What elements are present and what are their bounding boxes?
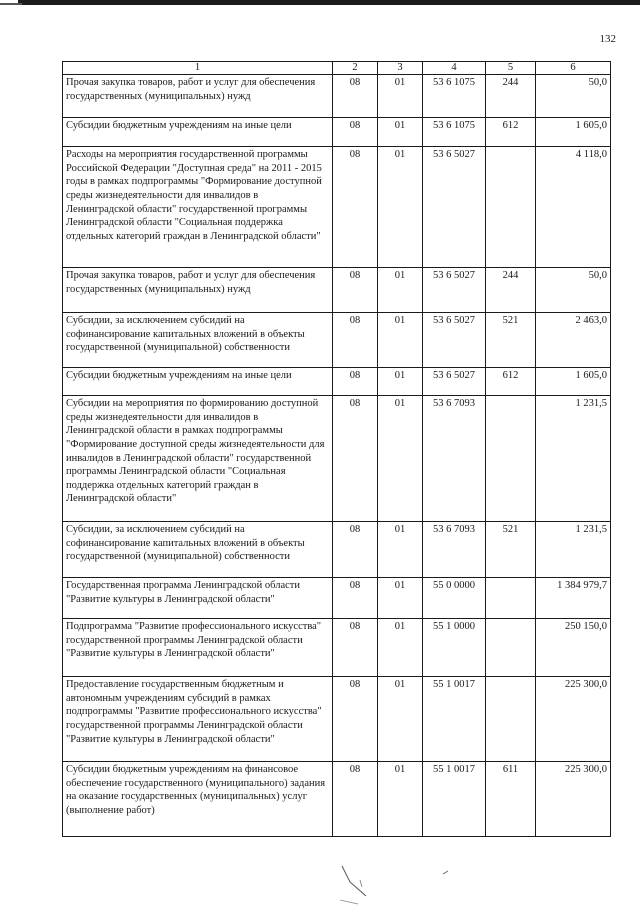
row-expense-type: 521 xyxy=(486,522,536,578)
table-row xyxy=(63,578,611,619)
pen-mark xyxy=(340,860,470,905)
row-section: 08 xyxy=(333,147,378,268)
row-section: 08 xyxy=(333,118,378,147)
row-subsection: 01 xyxy=(378,75,423,118)
row-amount: 50,0 xyxy=(536,75,611,118)
row-expense-type: 612 xyxy=(486,118,536,147)
row-name: Подпрограмма "Развитие профессионального искусства" государственной программы Ленинградской области "Развитие культуры в Ленинградской области" xyxy=(63,619,333,677)
row-section: 08 xyxy=(333,268,378,313)
row-amount: 50,0 xyxy=(536,268,611,313)
table-row xyxy=(63,368,611,396)
row-subsection: 01 xyxy=(378,578,423,619)
row-amount: 1 605,0 xyxy=(536,368,611,396)
row-section: 08 xyxy=(333,677,378,762)
row-amount: 1 384 979,7 xyxy=(536,578,611,619)
table-row xyxy=(63,396,611,522)
row-subsection: 01 xyxy=(378,396,423,522)
row-amount: 2 463,0 xyxy=(536,313,611,368)
row-target-code: 53 6 5027 xyxy=(423,368,486,396)
row-name: Прочая закупка товаров, работ и услуг для обеспечения государственных (муниципальных) нужд xyxy=(63,75,333,118)
header-col-2: 2 xyxy=(333,62,378,75)
header-col-4: 4 xyxy=(423,62,486,75)
row-target-code: 53 6 5027 xyxy=(423,268,486,313)
row-expense-type xyxy=(486,578,536,619)
top-border-line-left xyxy=(0,3,22,5)
header-col-6: 6 xyxy=(536,62,611,75)
table-row xyxy=(63,762,611,837)
row-target-code: 53 6 7093 xyxy=(423,522,486,578)
row-expense-type: 612 xyxy=(486,368,536,396)
table-row xyxy=(63,619,611,677)
header-col-1: 1 xyxy=(63,62,333,75)
row-name: Субсидии бюджетным учреждениям на иные цели xyxy=(63,118,333,147)
row-amount: 225 300,0 xyxy=(536,677,611,762)
row-subsection: 01 xyxy=(378,147,423,268)
row-section: 08 xyxy=(333,578,378,619)
row-name: Субсидии бюджетным учреждениям на финансовое обеспечение государственного (муниципального) задания на оказание государственных (муниципальных) услуг (выполнение работ) xyxy=(63,762,333,837)
row-target-code: 53 6 7093 xyxy=(423,396,486,522)
row-amount: 4 118,0 xyxy=(536,147,611,268)
row-target-code: 55 0 0000 xyxy=(423,578,486,619)
row-amount: 250 150,0 xyxy=(536,619,611,677)
row-name: Государственная программа Ленинградской области "Развитие культуры в Ленинградской области" xyxy=(63,578,333,619)
budget-table xyxy=(62,61,611,837)
table-row xyxy=(63,147,611,268)
row-name: Субсидии на мероприятия по формированию доступной среды жизнедеятельности для инвалидов в Ленинградской области в рамках подпрограммы "Формирование доступной среды жизнедеятельности для инвалидов в Ленинградской области" государственной программы Ленинградской области "Социальная поддержка отдельных категорий граждан в Ленинградской области" xyxy=(63,396,333,522)
table-header-row xyxy=(63,62,611,75)
table-row xyxy=(63,522,611,578)
row-subsection: 01 xyxy=(378,118,423,147)
row-expense-type: 521 xyxy=(486,313,536,368)
page-number: 132 xyxy=(599,33,616,45)
row-name: Субсидии, за исключением субсидий на софинансирование капитальных вложений в объекты государственной (муниципальной) собственности xyxy=(63,522,333,578)
row-section: 08 xyxy=(333,762,378,837)
row-section: 08 xyxy=(333,619,378,677)
row-expense-type: 244 xyxy=(486,268,536,313)
row-subsection: 01 xyxy=(378,368,423,396)
row-amount: 1 231,5 xyxy=(536,396,611,522)
row-target-code: 55 1 0017 xyxy=(423,762,486,837)
table-row xyxy=(63,268,611,313)
row-target-code: 53 6 5027 xyxy=(423,313,486,368)
row-amount: 1 605,0 xyxy=(536,118,611,147)
row-expense-type: 244 xyxy=(486,75,536,118)
row-amount: 225 300,0 xyxy=(536,762,611,837)
row-expense-type xyxy=(486,396,536,522)
row-target-code: 55 1 0000 xyxy=(423,619,486,677)
row-subsection: 01 xyxy=(378,619,423,677)
row-target-code: 53 6 5027 xyxy=(423,147,486,268)
row-expense-type: 611 xyxy=(486,762,536,837)
row-expense-type xyxy=(486,619,536,677)
row-target-code: 53 6 1075 xyxy=(423,75,486,118)
row-section: 08 xyxy=(333,368,378,396)
row-subsection: 01 xyxy=(378,268,423,313)
table-row xyxy=(63,75,611,118)
header-col-3: 3 xyxy=(378,62,423,75)
row-section: 08 xyxy=(333,313,378,368)
row-amount: 1 231,5 xyxy=(536,522,611,578)
row-target-code: 53 6 1075 xyxy=(423,118,486,147)
row-expense-type xyxy=(486,677,536,762)
row-subsection: 01 xyxy=(378,677,423,762)
top-border-line xyxy=(18,0,640,5)
row-expense-type xyxy=(486,147,536,268)
row-section: 08 xyxy=(333,396,378,522)
row-name: Предоставление государственным бюджетным и автономным учреждениям субсидий в рамках подпрограммы "Развитие профессионального искусства" государственной программы Ленинградской области "Развитие культуры в Ленинградской области" xyxy=(63,677,333,762)
row-subsection: 01 xyxy=(378,522,423,578)
table-row xyxy=(63,118,611,147)
row-name: Субсидии бюджетным учреждениям на иные цели xyxy=(63,368,333,396)
header-col-5: 5 xyxy=(486,62,536,75)
row-subsection: 01 xyxy=(378,313,423,368)
row-section: 08 xyxy=(333,522,378,578)
table-row xyxy=(63,313,611,368)
row-section: 08 xyxy=(333,75,378,118)
row-subsection: 01 xyxy=(378,762,423,837)
table-row xyxy=(63,677,611,762)
row-name: Расходы на мероприятия государственной программы Российской Федерации "Доступная среда" на 2011 - 2015 годы в рамках подпрограммы "Формирование доступной среды жизнедеятельности для инвалидов в Ленинградской области" государственной программы Ленинградской области "Социальная поддержка отдельных категорий граждан в Ленинградской области" xyxy=(63,147,333,268)
row-target-code: 55 1 0017 xyxy=(423,677,486,762)
row-name: Прочая закупка товаров, работ и услуг для обеспечения государственных (муниципальных) нужд xyxy=(63,268,333,313)
row-name: Субсидии, за исключением субсидий на софинансирование капитальных вложений в объекты государственной (муниципальной) собственности xyxy=(63,313,333,368)
